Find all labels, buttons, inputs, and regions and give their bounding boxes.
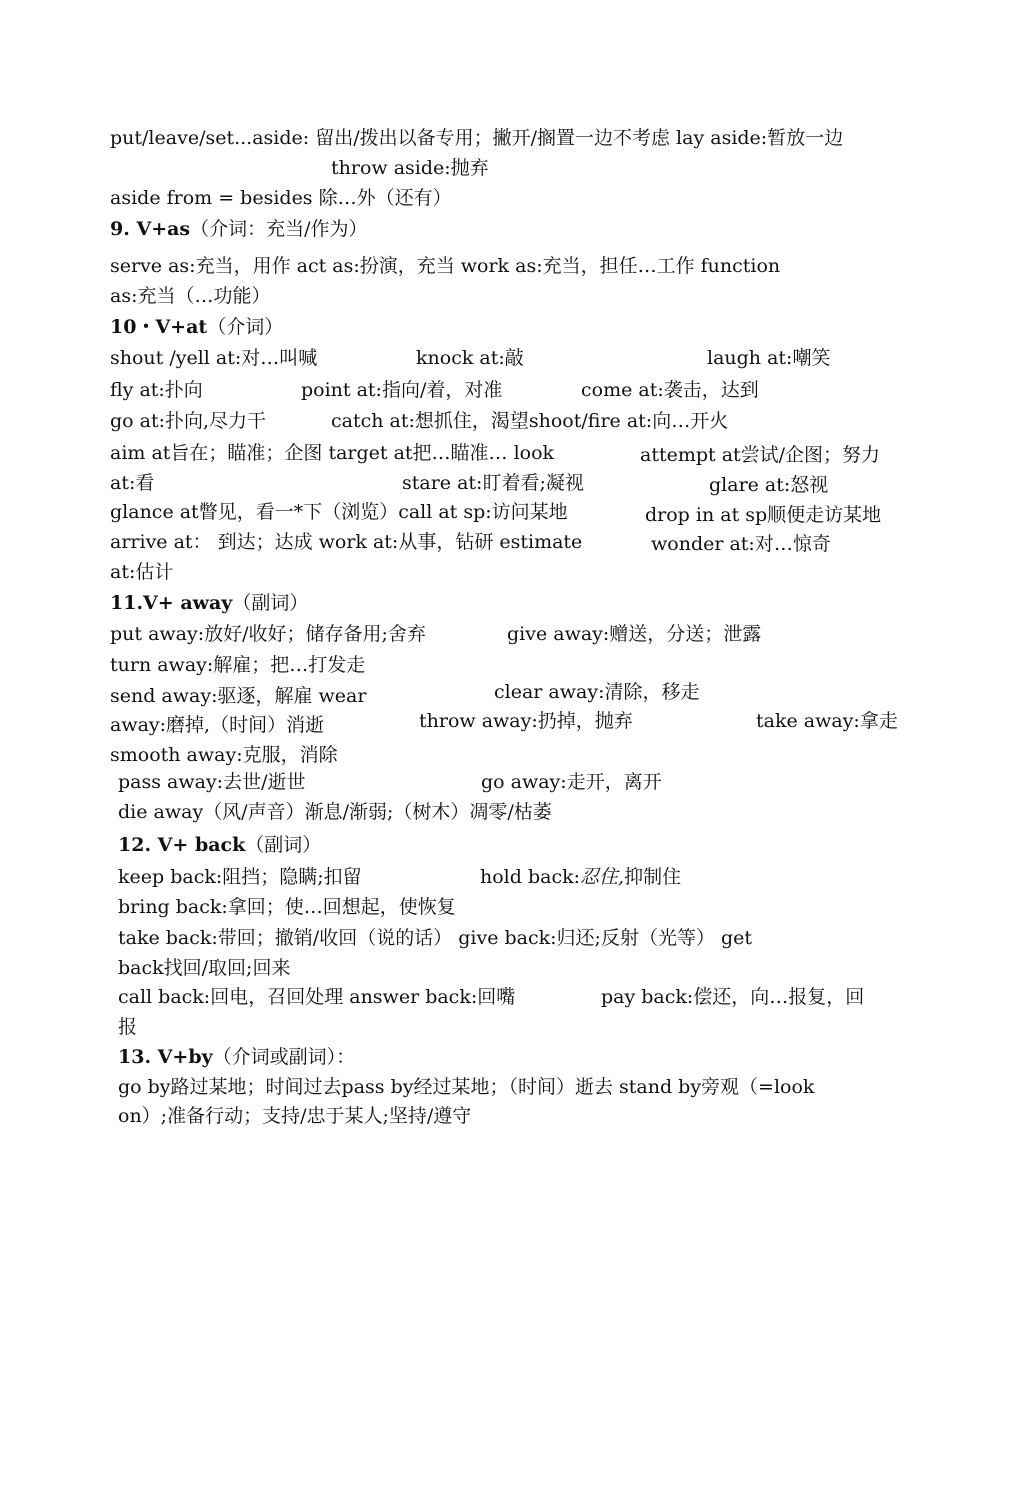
line-laugh-at: laugh at:嘲笑 <box>707 347 831 369</box>
line-bring-back: bring back:拿回；使…回想起，使恢复 <box>118 896 456 918</box>
line-look-at: at:看 <box>110 472 155 494</box>
line-put-aside: put/leave/set...aside: 留出/拨出以备专用；撇开/搁置一边不考虑 lay aside:暂放一边 <box>110 127 844 149</box>
line-get-back: back找回/取回;回来 <box>118 957 291 979</box>
line-throw-away: throw away:扔掉，抛弃 <box>419 710 633 732</box>
line-turn-away: turn away:解雇；把…打发走 <box>110 654 366 676</box>
line-take-back: take back:带回；撤销/收回（说的话） give back:归还;反射（光等） get <box>118 927 753 949</box>
line-glare-at: glare at:怒视 <box>709 474 829 496</box>
line-clear-away: clear away:清除，移走 <box>494 681 700 703</box>
line-attempt-at: attempt at尝试/企图；努力 <box>640 444 881 466</box>
line-pay-back: pay back:偿还，向…报复，回 <box>601 986 865 1008</box>
line-knock-at: knock at:敲 <box>416 347 524 369</box>
line-function-as: as:充当（…功能） <box>110 285 271 307</box>
line-stand-by-cont: on）;准备行动；支持/忠于某人;坚持/遵守 <box>118 1105 472 1127</box>
line-estimate-at: at:估计 <box>110 561 174 583</box>
line-shout-at: shout /yell at:对…叫喊 <box>110 347 318 369</box>
line-fly-at: fly at:扑向 <box>110 379 203 401</box>
line-throw-aside: throw aside:抛弃 <box>331 157 489 179</box>
line-pay-back-cont: 报 <box>118 1016 138 1038</box>
line-arrive-at: arrive at： 到达；达成 work at:从事，钻研 estimate <box>110 531 583 553</box>
line-glance-at: glance at瞥见，看一*下（浏览）call at sp:访问某地 <box>110 501 568 523</box>
line-aside-from: aside from = besides 除…外（还有） <box>110 187 452 209</box>
line-smooth-away: smooth away:克服，消除 <box>110 744 338 766</box>
line-go-by: go by路过某地；时间过去pass by经过某地；（时间）逝去 stand by旁观（=look <box>118 1076 815 1098</box>
line-wonder-at: wonder at:对…惊奇 <box>651 533 831 555</box>
line-aim-at: aim at旨在；瞄准；企图 target at把…瞄准… look <box>110 442 555 464</box>
line-take-away: take away:拿走 <box>756 710 898 732</box>
line-go-away: go away:走开，离开 <box>481 771 662 793</box>
line-send-away: send away:驱逐，解雇 wear <box>110 685 367 707</box>
section-heading-13: 13. V+by（介词或副词）： <box>118 1046 356 1068</box>
section-heading-9: 9. V+as（介词：充当/作为） <box>110 218 368 240</box>
line-point-at: point at:指向/着，对准 <box>301 379 503 401</box>
line-put-away: put away:放好/收好；储存备用;舍弃 <box>110 623 426 645</box>
line-call-back: call back:回电，召回处理 answer back:回嘴 <box>118 986 516 1008</box>
line-stare-at: stare at:盯着看;凝视 <box>402 472 584 494</box>
line-wear-away: away:磨掉,（时间）消逝 <box>110 714 325 736</box>
section-heading-12: 12. V+ back（副词） <box>118 834 322 856</box>
line-die-away: die away（风/声音）渐息/渐弱;（树木）凋零/枯萎 <box>118 801 552 823</box>
line-catch-at: catch at:想抓住，渴望shoot/fire at:向…开火 <box>331 410 729 432</box>
line-pass-away: pass away:去世/逝世 <box>118 771 306 793</box>
section-heading-11: 11.V+ away（副词） <box>110 592 309 614</box>
line-serve-as: serve as:充当，用作 act as:扮演，充当 work as:充当，担任…工作 function <box>110 255 781 277</box>
line-go-at: go at:扑向,尽力干 <box>110 410 267 432</box>
line-keep-back: keep back:阻挡；隐瞒;扣留 <box>118 866 362 888</box>
line-give-away: give away:赠送，分送；泄露 <box>507 623 762 645</box>
line-come-at: come at:袭击，达到 <box>581 379 759 401</box>
line-hold-back: hold back:忍住,抑制住 <box>480 866 682 888</box>
line-drop-in-at: drop in at sp顺便走访某地 <box>645 504 882 526</box>
section-heading-10: 10・V+at（介词） <box>110 316 284 338</box>
